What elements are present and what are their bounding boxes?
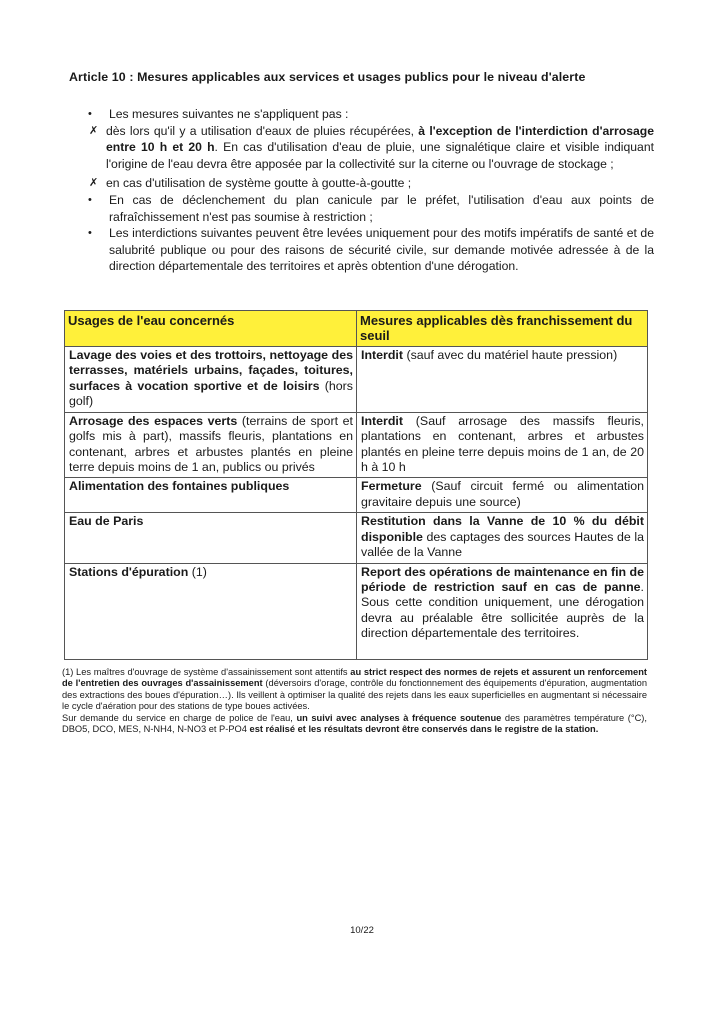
bullet-text: En cas de déclenchement du plan canicule par le préfet, l'utilisation d'eau aux points de rafraîchissement n'est pas soumise à restriction ;: [109, 192, 654, 224]
header-usages: Usages de l'eau concernés: [65, 311, 357, 347]
bullet-icon: •: [88, 227, 92, 240]
bullet-list: [88, 106, 654, 275]
bullet-item-exemptions: [88, 106, 654, 123]
usage-cell: [65, 346, 357, 412]
table-row: [65, 412, 648, 478]
table-row: [65, 346, 648, 412]
measure-bold: Report des opérations de maintenance en fin de période de restriction sauf en cas de panne: [361, 564, 644, 595]
sub-text-bold: à l'exception de l'interdiction d'arrosage entre 10 h et 20 h: [106, 123, 655, 155]
usage-bold: Stations d'épuration: [69, 564, 189, 579]
measure-normal: (sauf avec du matériel haute pression): [403, 347, 618, 362]
usage-bold: Alimentation des fontaines publiques: [69, 479, 290, 494]
measure-normal: (Sauf arrosage des massifs fleuris, plantations en contenant, arbres et arbustes plantés en pleine terre depuis moins de 1 an, de 20 h à 10 h: [361, 413, 644, 475]
cross-icon: ✗: [89, 177, 99, 190]
article-title: Article 10 : Mesures applicables aux services et usages publics pour le niveau d'alerte: [69, 70, 586, 84]
measure-bold: Restitution dans la Vanne de 10 % du débit disponible: [361, 514, 644, 544]
measure-cell: [357, 346, 648, 412]
sub-item-drip: [89, 175, 654, 192]
footnote-text: (déversoirs d'orage, contrôle du fonctionnement des équipements d'épuration, augmentation des extractions des boues d'épuration…). Ils veillent à optimiser la qualité des rejets dans les eaux superficielles en augmentant si nécessaire le cycle d'aération pour des stations de type boues activées.: [62, 678, 647, 712]
bullet-item-heatwave: [88, 192, 654, 225]
bullet-icon: •: [88, 108, 92, 120]
footnote-text-bold: est réalisé et les résultats devront être conservés dans le registre de la station.: [249, 724, 599, 735]
usage-bold: Lavage des voies et des trottoirs, nettoyage des terrasses, matériels urbains, façades, toitures, surfaces à vocation sportive et de loisirs: [69, 347, 353, 393]
measure-normal: . Sous cette condition uniquement, une dérogation devra au préalable être sollicitée auprès de la direction départementale des territoires.: [361, 580, 644, 641]
sub-item-rainwater: [89, 123, 654, 173]
bullet-text: Les mesures suivantes ne s'appliquent pas :: [109, 107, 349, 121]
usage-cell: [65, 563, 357, 659]
usage-cell: [65, 412, 357, 478]
measure-bold: Interdit: [361, 413, 403, 428]
usage-bold: Eau de Paris: [69, 514, 144, 529]
footnote-text: des paramètres température (°C), DBO5, DCO, MES, N-NH4, N-NO3 et P-PO4: [62, 712, 647, 735]
table-row: [65, 563, 648, 659]
measure-bold: Interdit: [361, 347, 403, 362]
measure-cell: [357, 563, 648, 659]
measure-cell: [357, 478, 648, 513]
measure-cell: [357, 412, 648, 478]
measures-table: [64, 310, 648, 660]
usage-cell: [65, 478, 357, 513]
usage-cell: [65, 513, 357, 563]
footnote-paragraph: [62, 667, 647, 713]
usage-normal: (hors golf): [69, 378, 353, 409]
measure-bold: Fermeture: [361, 479, 422, 494]
footnote-text: (1) Les maîtres d'ouvrage de système d'assainissement sont attentifs: [62, 667, 351, 677]
footnote: [62, 667, 647, 735]
usage-bold: Arrosage des espaces verts: [69, 413, 238, 428]
usage-normal: (1): [188, 564, 207, 579]
table-header-row: [65, 311, 648, 347]
cross-icon: ✗: [89, 124, 99, 137]
footnote-text-bold: un suivi avec analyses à fréquence soutenue: [296, 712, 502, 723]
footnote-paragraph: [62, 713, 647, 736]
table-row: [65, 513, 648, 563]
sub-text: . En cas d'utilisation d'eau de pluie, une signalétique claire et visible indiquant l'origine de l'eau devra être apposée par la collectivité sur la citerne ou l'ouvrage de stockage ;: [106, 140, 654, 171]
bullet-item-derogation: [88, 225, 654, 275]
footnote-text: Sur demande du service en charge de police de l'eau,: [62, 712, 297, 723]
table-row: [65, 478, 648, 513]
measure-cell: [357, 513, 648, 563]
sub-text: en cas d'utilisation de système goutte à goutte-à-goutte ;: [106, 176, 412, 191]
sub-text: dès lors qu'il y a utilisation d'eaux de pluies récupérées,: [106, 123, 419, 138]
bullet-text: Les interdictions suivantes peuvent être levées uniquement pour des motifs impératifs de santé et de salubrité publique ou pour des raisons de sécurité civile, sur demande motivée adressée à de la direction départementale des territoires et après obtention d'une dérogation.: [109, 226, 654, 274]
usage-normal: (terrains de sport et golfs mis à part), massifs fleuris, plantations en contenant, arbres et arbustes plantés en pleine terre depuis moins de 1 an, publics ou privés: [69, 413, 353, 475]
measure-normal: des captages des sources Hautes de la vallée de la Vanne: [361, 529, 644, 560]
header-mesures: Mesures applicables dès franchissement du seuil: [357, 311, 648, 347]
page-number: 10/22: [350, 925, 374, 936]
bullet-icon: •: [88, 193, 92, 206]
footnote-text-bold: au strict respect des normes de rejets et assurent un renforcement de l'entretien des ouvrages d'assainissement: [62, 667, 647, 689]
measure-normal: (Sauf circuit fermé ou alimentation gravitaire depuis une source): [361, 479, 644, 509]
